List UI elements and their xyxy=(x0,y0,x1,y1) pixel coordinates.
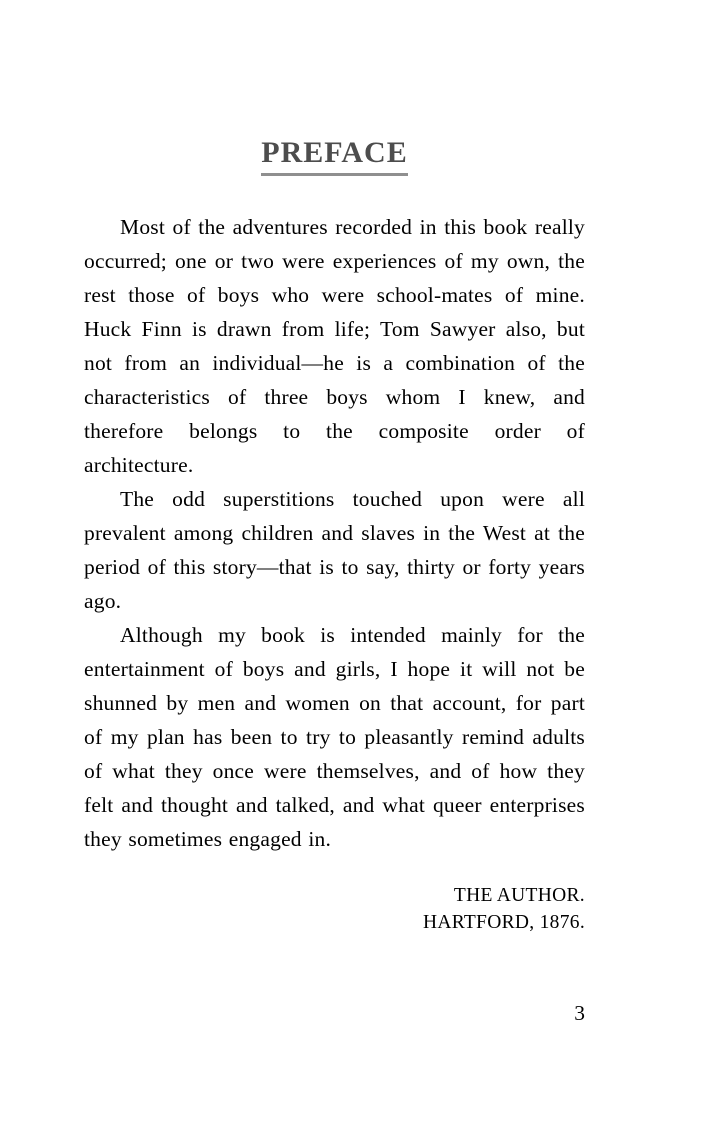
page-title xyxy=(84,136,585,176)
signature-place-date-line: HARTFORD, 1876. xyxy=(422,912,585,933)
page-number: 3 xyxy=(574,1001,585,1025)
signature-author-line: THE AUTHOR. xyxy=(453,885,585,906)
preface-paragraph-1: Most of the adventures recorded in this book really occurred; one or two were experiences of my own, the rest those of boys who were school-mates of mine. Huck Finn is drawn from life; Tom Sawyer also, but not from an individual—he is a combination of the characteristics of three boys whom I knew, and therefore belongs to the composite order of architecture. xyxy=(84,215,585,477)
page-title-text: PREFACE xyxy=(261,136,407,176)
preface-paragraph-2: The odd superstitions touched upon were all prevalent among children and slaves in the West at the period of this story—that is to say, thirty or forty years ago. xyxy=(84,487,585,613)
preface-paragraph-3: Although my book is intended mainly for the entertainment of boys and girls, I hope it will not be shunned by men and women on that account, for part of my plan has been to try to pleasantly remind adults of what they once were themselves, and of how they felt and thought and talked, and what queer enterprises they sometimes engaged in. xyxy=(84,623,585,851)
author-signature xyxy=(84,882,585,936)
